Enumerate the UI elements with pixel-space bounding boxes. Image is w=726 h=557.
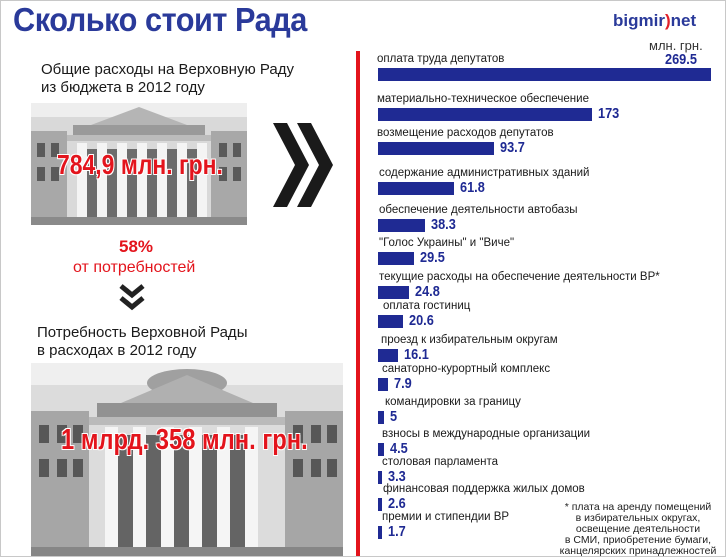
need-total: 1 млрд. 358 млн. грн. (61, 424, 308, 456)
spending-total: 784,9 млн. грн. (57, 149, 223, 180)
bar-value-label: 2.6 (388, 495, 406, 512)
footnote-line: * плата на аренду помещений (564, 501, 712, 513)
bar (378, 471, 382, 484)
percent-value: 58% (119, 237, 154, 256)
parliament-building-icon (31, 363, 343, 556)
bar-label: оплата труда депутатов (377, 53, 505, 65)
bar-value-label: 61.8 (460, 179, 486, 196)
bar-value-label: 7.9 (393, 375, 412, 392)
page-title: Сколько стоит Рада (13, 1, 307, 38)
bar-label: командировки за границу (385, 396, 521, 408)
bar-value-label: 1.7 (388, 523, 406, 540)
footnote-line: освещение деятельности (575, 523, 701, 535)
bar (378, 182, 454, 195)
bar-label: взносы в международные организации (382, 428, 591, 440)
spending-caption-line1: Общие расходы на Верховную Раду (41, 61, 294, 78)
bar-label: содержание административных зданий (379, 167, 590, 179)
footnote-line: в избирательных округах, (575, 512, 701, 524)
bar-value-label: 29.5 (420, 249, 446, 266)
percent-caption: от потребностей (73, 259, 196, 276)
logo-text-mid: ) (664, 11, 671, 30)
bar-label: материально-техническое обеспечение (377, 93, 589, 105)
bar-label: текущие расходы на обеспечение деятельности ВР* (379, 271, 660, 283)
bar (378, 526, 382, 539)
bar-label: обеспечение деятельности автобазы (379, 204, 578, 216)
bar (378, 411, 384, 424)
bar-label: премии и стипендии ВР (382, 511, 510, 523)
bar (378, 443, 384, 456)
double-chevron-right-icon (273, 123, 335, 207)
bar (378, 286, 409, 299)
bar (378, 68, 711, 81)
bar-value-label: 93.7 (499, 139, 525, 156)
bar-value-label: 3.3 (388, 468, 406, 485)
bar-value-label: 38.3 (431, 216, 457, 233)
need-caption-line1: Потребность Верховной Рады (37, 324, 248, 341)
bar (378, 315, 403, 328)
bar (378, 219, 425, 232)
bigmir-logo (613, 11, 696, 31)
bar-value-label: 4.5 (389, 440, 408, 457)
bar-value-label: 20.6 (409, 312, 435, 329)
parliament-building-image-bottom (31, 363, 343, 556)
bar-label: оплата гостиниц (383, 300, 471, 312)
bar-label: столовая парламента (382, 456, 498, 468)
bar-label: возмещение расходов депутатов (377, 127, 554, 139)
bar-label: санаторно-курортный комплекс (382, 363, 551, 375)
bar-label: финансовая поддержка жилых домов (383, 483, 585, 495)
spending-caption-line2: из бюджета в 2012 году (41, 79, 205, 96)
bar-value-label: 173 (597, 105, 620, 122)
bar (378, 378, 388, 391)
divider-line (356, 51, 360, 556)
bar (378, 252, 414, 265)
need-caption-line2: в расходах в 2012 году (37, 342, 197, 359)
footnote-line: канцелярских принадлежностей (559, 545, 717, 557)
bar-label: проезд к избирательным округам (381, 334, 558, 346)
bar-value-label: 269.5 (665, 51, 697, 68)
footnote (549, 502, 726, 557)
bar (378, 498, 382, 511)
footnote-line: в СМИ, приобретение бумаги, (564, 534, 712, 546)
bar (378, 349, 398, 362)
logo-text-right: net (670, 11, 697, 30)
bar (378, 142, 494, 155)
unit-label: млн. грн. (649, 38, 703, 53)
bar-value-label: 16.1 (403, 346, 429, 363)
double-chevron-down-icon (119, 284, 145, 312)
bar-value-label: 24.8 (414, 283, 440, 300)
bar (378, 108, 592, 121)
logo-text-left: bigmir (613, 11, 665, 30)
bar-value-label: 5 (390, 408, 398, 425)
bar-label: "Голос Украины" и "Виче" (379, 237, 515, 249)
